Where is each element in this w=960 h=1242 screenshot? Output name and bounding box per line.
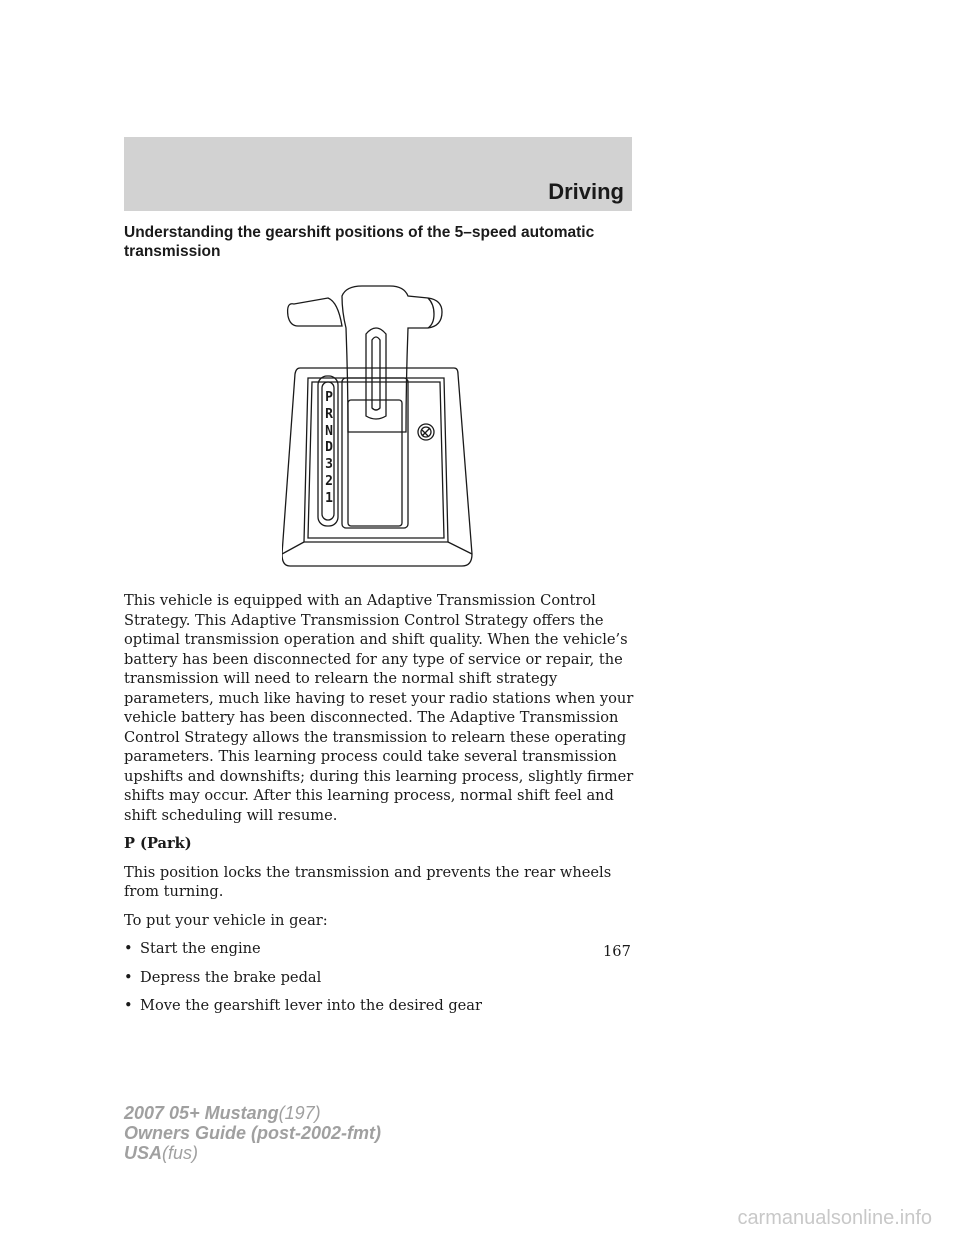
footer-model-code: (197) — [278, 1103, 321, 1123]
watermark: carmanualsonline.info — [737, 1207, 932, 1229]
gate-label-r: R — [325, 406, 333, 422]
section-header-band — [124, 137, 632, 211]
gate-label-2: 2 — [325, 473, 333, 489]
gate-label-3: 3 — [325, 457, 333, 473]
gate-labels — [323, 390, 335, 508]
gate-label-d: D — [325, 440, 333, 456]
document-footer — [124, 1103, 381, 1163]
section-tab-label: Driving — [548, 179, 624, 204]
body-text — [124, 591, 644, 1025]
list-item — [124, 939, 644, 959]
footer-guide-format: Owners Guide (post-2002-fmt) — [124, 1123, 382, 1143]
intro-paragraph: This vehicle is equipped with an Adaptive Transmission Control Strategy. This Adaptive Transmission Control Strategy offers the optimal transmission operation and shift quality. When the vehicle’s battery has been disconnected for any type of service or repair, the transmission will need to relearn the normal shift strategy parameters, much like having to reset your radio stations when your vehicle battery has been disconnected. The Adaptive Transmission Control Strategy allows the transmission to relearn these operating parameters. This learning process could take several transmission upshifts and downshifts; during this learning process, slightly firmer shifts may occur. After this learning process, normal shift feel and shift scheduling will resume. — [124, 592, 634, 824]
bullet-icon: • — [124, 940, 133, 957]
list-item — [124, 996, 644, 1016]
gate-label-n: N — [325, 423, 333, 439]
footer-market-code: (fus) — [162, 1143, 199, 1163]
list-item-text: Move the gearshift lever into the desired gear — [140, 997, 482, 1014]
gate-label-1: 1 — [325, 490, 333, 506]
list-item — [124, 968, 644, 988]
footer-model: 2007 05+ Mustang — [124, 1103, 279, 1123]
page-heading: Understanding the gearshift positions of the 5–speed automatic transmission — [124, 224, 595, 260]
bullet-icon: • — [124, 968, 133, 986]
list-item-text: Start the engine — [140, 940, 261, 957]
gear-intro: To put your vehicle in gear: — [124, 911, 328, 929]
list-item-text: Depress the brake pedal — [140, 968, 322, 986]
footer-market: USA — [124, 1143, 163, 1163]
park-heading: P (Park) — [124, 835, 192, 852]
bullet-icon: • — [124, 997, 133, 1014]
gearshift-illustration — [282, 282, 482, 572]
page-number: 167 — [603, 943, 631, 960]
gate-label-p: P — [325, 390, 333, 405]
park-paragraph: This position locks the transmission and prevents the rear wheels from turning. — [124, 863, 612, 900]
